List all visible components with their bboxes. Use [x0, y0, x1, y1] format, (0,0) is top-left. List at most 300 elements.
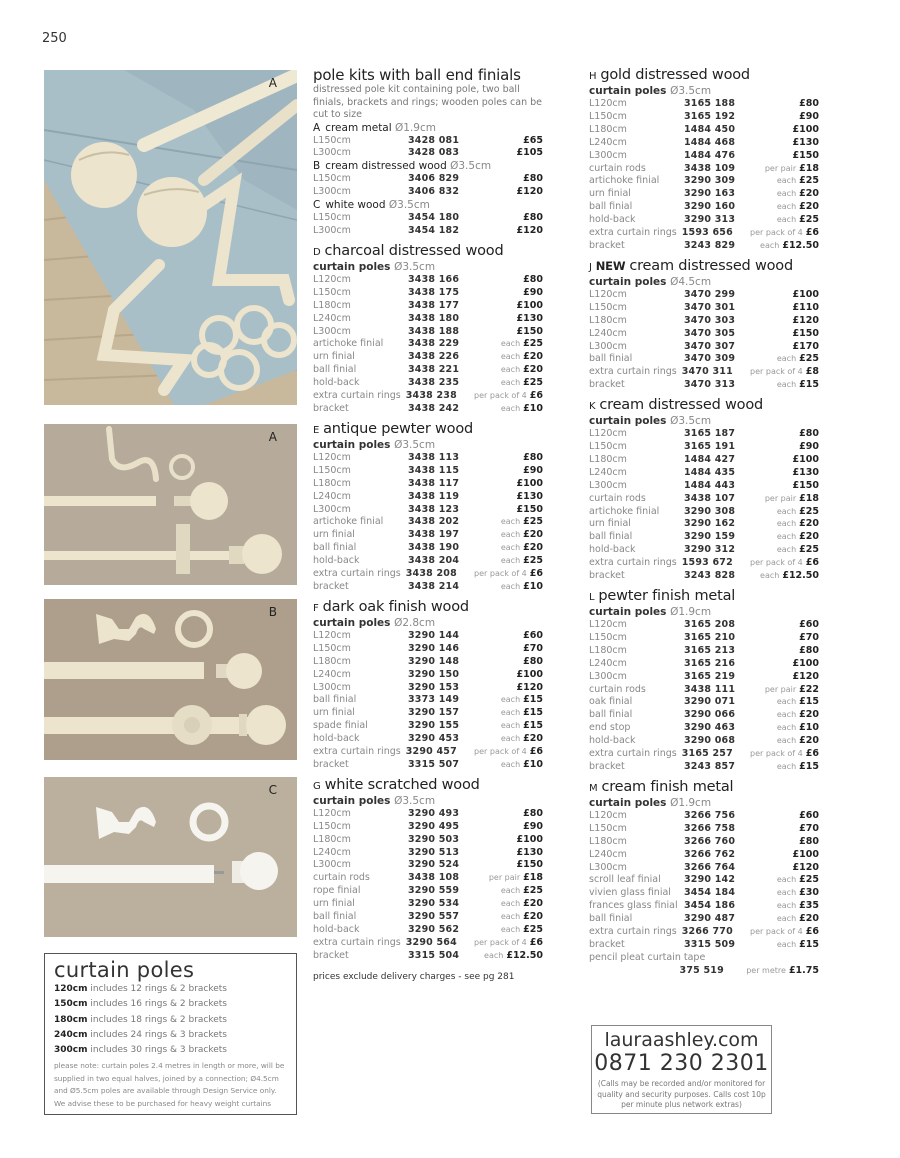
item-name: extra curtain rings [313, 746, 401, 758]
price-row [313, 834, 543, 847]
item-price-cell [754, 493, 819, 506]
item-price: £20 [799, 913, 819, 925]
item-name: L120cm [589, 428, 627, 440]
section-title [313, 599, 543, 617]
pole-length: 240cm [54, 1029, 88, 1040]
price-row [589, 544, 819, 557]
item-price: £100 [792, 453, 819, 465]
item-code: 3243 829 [684, 239, 736, 251]
item-code: 3315 504 [408, 949, 460, 961]
item-price: £120 [792, 861, 819, 873]
item-code: 3165 210 [684, 631, 736, 643]
item-code: 3290 159 [684, 531, 736, 543]
price-row [313, 504, 543, 517]
item-code: 3438 180 [408, 312, 460, 324]
item-price-cell [478, 872, 543, 885]
item-code: 3438 111 [684, 683, 736, 695]
item-code: 3290 144 [408, 629, 460, 641]
item-price: £6 [529, 568, 543, 580]
price-unit: each [776, 532, 797, 542]
item-name: pencil pleat curtain tape [589, 951, 706, 963]
item-price: £150 [516, 503, 543, 515]
price-row [589, 900, 819, 913]
product-photo-cream-metal-kit [44, 70, 297, 405]
item-price: £80 [523, 807, 543, 819]
item-price-cell [754, 836, 819, 849]
item-price-cell [478, 147, 543, 160]
kit-variant-heading [313, 199, 543, 212]
item-name: extra curtain rings [313, 936, 401, 948]
item-price-cell [754, 188, 819, 201]
item-name: L300cm [313, 147, 351, 159]
price-unit: each [500, 721, 521, 731]
price-row [589, 761, 819, 774]
item-price: £18 [799, 492, 819, 504]
price-unit: per pack of 4 [474, 747, 527, 757]
item-code: 3438 204 [408, 555, 460, 567]
item-name: L300cm [313, 225, 351, 237]
item-price: £18 [799, 162, 819, 174]
item-price-cell [754, 379, 819, 392]
price-row [313, 186, 543, 199]
item-name: bracket [589, 570, 625, 582]
item-code: 375 519 [679, 964, 724, 976]
price-unit: each [500, 925, 521, 934]
price-unit: each [776, 939, 797, 949]
item-name: curtain rods [589, 492, 646, 504]
item-price: £12.50 [782, 239, 819, 251]
item-code: 3290 163 [684, 188, 736, 200]
product-section [589, 397, 819, 583]
item-price: £150 [792, 327, 819, 339]
section-name: antique pewter wood [323, 420, 474, 437]
item-price-cell [746, 965, 819, 978]
item-code: 3438 113 [408, 451, 460, 463]
price-row [313, 885, 543, 898]
price-row [313, 937, 543, 950]
item-name: L150cm [589, 631, 627, 643]
item-price-cell [478, 733, 543, 746]
price-row [589, 111, 819, 124]
item-price: £15 [523, 707, 543, 719]
item-price: £18 [523, 872, 543, 884]
item-name: bracket [313, 403, 349, 414]
item-price: £6 [805, 748, 819, 760]
product-section [589, 258, 819, 392]
item-price: £100 [792, 848, 819, 860]
item-name: hold-back [589, 544, 636, 556]
section-name: charcoal distressed wood [324, 242, 504, 259]
section-name: pewter finish metal [598, 588, 736, 604]
item-code: 3438 109 [684, 162, 736, 174]
item-price-cell [754, 658, 819, 671]
item-code: 3470 311 [681, 366, 733, 378]
item-price-cell [754, 111, 819, 124]
item-price: £120 [792, 670, 819, 682]
price-row [589, 887, 819, 900]
item-price-cell [754, 454, 819, 467]
item-code: 3438 117 [408, 477, 460, 489]
kit-letter: B [313, 160, 321, 173]
item-code: 3438 202 [408, 516, 460, 528]
price-unit: each [500, 556, 521, 566]
item-price-cell [478, 669, 543, 682]
item-code: 1484 450 [684, 123, 736, 135]
price-row [589, 302, 819, 315]
price-unit: each [776, 710, 797, 720]
item-price: £100 [516, 833, 543, 845]
price-row [313, 847, 543, 860]
item-name: bracket [313, 949, 349, 961]
item-price-cell [478, 135, 543, 148]
price-unit: each [500, 912, 521, 922]
item-code: 3438 123 [408, 503, 460, 515]
price-unit: each [500, 404, 521, 413]
item-price-cell [478, 911, 543, 924]
item-code: 3290 148 [408, 655, 460, 667]
item-code: 1484 427 [684, 453, 736, 465]
price-row [589, 684, 819, 697]
section-letter: M [589, 782, 598, 794]
item-name: L180cm [589, 314, 627, 326]
item-name: extra curtain rings [589, 748, 677, 760]
item-price-cell [754, 289, 819, 302]
item-name: L300cm [589, 149, 627, 161]
price-row [589, 150, 819, 163]
item-name: L120cm [589, 809, 627, 821]
product-photo-cream-distressed-wood [44, 599, 297, 760]
item-name: L150cm [313, 212, 351, 224]
price-row [589, 214, 819, 227]
price-row [313, 542, 543, 555]
price-row [589, 506, 819, 519]
price-unit: each [776, 519, 797, 529]
diameter: Ø1.9cm [395, 121, 436, 134]
item-name: L180cm [313, 655, 351, 667]
price-row [313, 808, 543, 821]
price-row [589, 658, 819, 671]
item-code: 3470 303 [684, 314, 736, 326]
item-code: 3470 299 [684, 288, 736, 300]
item-name: L240cm [589, 466, 627, 478]
item-code: 3428 081 [408, 134, 460, 146]
item-price: £6 [805, 926, 819, 938]
item-price-cell [754, 862, 819, 875]
item-name: L180cm [313, 833, 351, 845]
price-unit: per metre [746, 965, 786, 975]
item-name: L240cm [589, 327, 627, 339]
item-price: £6 [529, 390, 543, 402]
photo-letter: A [268, 430, 277, 444]
item-price-cell [478, 885, 543, 898]
item-code: 3454 182 [408, 225, 460, 237]
item-price-cell [478, 630, 543, 643]
item-price: £20 [523, 529, 543, 541]
item-name: L300cm [313, 186, 351, 198]
item-price: £80 [523, 451, 543, 463]
item-price: £90 [523, 820, 543, 832]
item-name: L240cm [589, 136, 627, 148]
item-price-cell [478, 529, 543, 542]
item-price: £80 [799, 98, 819, 109]
item-price-cell [474, 746, 543, 759]
item-price: £6 [529, 936, 543, 948]
item-code: 3165 208 [684, 619, 736, 630]
includes-line [54, 1013, 287, 1028]
section-letter: K [589, 401, 596, 413]
item-price: £20 [799, 709, 819, 721]
item-price: £35 [799, 900, 819, 912]
price-row [589, 188, 819, 201]
subtitle-text: curtain poles [313, 438, 391, 451]
item-code: 3165 191 [684, 441, 736, 453]
includes-text: includes 30 rings & 3 brackets [90, 1045, 228, 1056]
price-row [589, 454, 819, 467]
price-unit: each [500, 339, 521, 349]
price-unit: per pair [764, 493, 797, 503]
item-price: £80 [523, 173, 543, 185]
item-price-cell [754, 175, 819, 188]
price-unit: per pack of 4 [750, 927, 803, 937]
price-row [313, 313, 543, 326]
photo-illustration [44, 777, 297, 937]
price-row [313, 643, 543, 656]
item-price-cell [754, 722, 819, 735]
item-price: £10 [799, 722, 819, 734]
item-price-cell [754, 632, 819, 645]
price-unit: per pair [488, 873, 521, 883]
item-code: 3165 257 [681, 748, 733, 760]
item-price: £6 [805, 227, 819, 239]
item-name: urn finial [589, 188, 631, 200]
kit-variant-heading [313, 122, 543, 135]
item-price-cell [750, 227, 819, 240]
item-price: £120 [516, 681, 543, 693]
section-subtitle [589, 276, 819, 289]
price-row [589, 315, 819, 328]
price-row [313, 720, 543, 733]
price-row [313, 911, 543, 924]
diameter: Ø2.8cm [394, 616, 436, 629]
item-price-cell [478, 759, 543, 772]
item-price-cell [478, 186, 543, 199]
item-price: £12.50 [782, 570, 819, 582]
price-row [589, 926, 819, 939]
item-price: £100 [516, 668, 543, 680]
item-code: 3438 238 [405, 390, 457, 402]
item-price: £130 [516, 490, 543, 502]
price-unit: each [776, 215, 797, 225]
item-price: £120 [516, 225, 543, 237]
item-price-cell [754, 341, 819, 354]
price-unit: each [484, 950, 504, 960]
product-section [589, 67, 819, 253]
item-price-cell [478, 821, 543, 834]
item-code: 3165 219 [684, 670, 736, 682]
item-price-cell [754, 709, 819, 722]
item-price-cell [478, 351, 543, 364]
section-name: white scratched wood [324, 776, 480, 793]
price-row [589, 328, 819, 341]
item-code: 3290 308 [684, 505, 736, 517]
price-row [313, 516, 543, 529]
item-price-cell [478, 643, 543, 656]
item-price-cell [754, 428, 819, 441]
item-name: L120cm [313, 451, 351, 463]
section-subtitle [589, 606, 819, 619]
price-row [589, 862, 819, 875]
item-name: hold-back [313, 924, 360, 935]
subtitle-text: curtain poles [589, 796, 667, 809]
item-name: L120cm [589, 288, 627, 300]
item-name: urn finial [313, 351, 355, 363]
section-letter: G [313, 780, 321, 792]
item-price-cell [478, 300, 543, 313]
item-name: L150cm [313, 286, 351, 298]
item-price-cell [754, 531, 819, 544]
price-row [589, 441, 819, 454]
item-code: 3266 764 [684, 861, 736, 873]
diameter: Ø1.9cm [670, 796, 712, 809]
item-code: 3373 149 [408, 694, 460, 706]
includes-line [54, 1028, 287, 1043]
item-code: 3290 524 [408, 859, 460, 871]
item-price: £130 [516, 846, 543, 858]
price-row [589, 671, 819, 684]
item-name: L300cm [313, 503, 351, 515]
pole-length: 300cm [54, 1045, 88, 1056]
item-name: bracket [589, 938, 625, 950]
item-price-cell [478, 212, 543, 225]
item-price: £8 [805, 366, 819, 378]
item-code: 3290 153 [408, 681, 460, 693]
item-code: 3290 453 [408, 733, 460, 745]
price-unit: per pack of 4 [474, 391, 527, 401]
section-title [589, 67, 819, 85]
price-unit: each [500, 517, 521, 527]
item-price: £20 [523, 351, 543, 363]
price-unit: each [776, 723, 797, 733]
phone-number: 0871 230 2301 [594, 1051, 769, 1076]
item-price-cell [478, 847, 543, 860]
item-name: L240cm [313, 312, 351, 324]
item-code: 3290 071 [684, 696, 736, 708]
item-price: £30 [799, 887, 819, 899]
item-price: £90 [799, 441, 819, 453]
price-unit: each [776, 875, 797, 885]
price-row [313, 898, 543, 911]
item-price: £100 [792, 123, 819, 135]
kit-letter: C [313, 199, 321, 212]
price-row [313, 390, 543, 403]
item-code: 3290 312 [684, 544, 736, 556]
item-price: £25 [799, 353, 819, 365]
item-name: L150cm [589, 301, 627, 313]
item-code: 3470 313 [684, 379, 736, 391]
item-name: hold-back [589, 735, 636, 747]
item-name: artichoke finial [313, 516, 384, 528]
item-price: £100 [516, 477, 543, 489]
item-name: rope finial [313, 885, 361, 897]
item-price-cell [478, 452, 543, 465]
item-code: 3266 762 [684, 848, 736, 860]
price-row [313, 682, 543, 695]
item-price-cell [478, 465, 543, 478]
price-row [313, 555, 543, 568]
item-code: 3290 309 [684, 175, 736, 187]
price-row [589, 366, 819, 379]
item-price-cell [754, 913, 819, 926]
item-name: L180cm [313, 299, 351, 311]
diameter: Ø4.5cm [670, 275, 712, 288]
item-price: £150 [516, 325, 543, 337]
price-row [313, 326, 543, 339]
price-row [313, 568, 543, 581]
price-unit: each [500, 378, 521, 388]
price-row [589, 557, 819, 570]
price-unit: each [776, 176, 797, 186]
section-subtitle [589, 415, 819, 428]
item-price-cell [478, 377, 543, 390]
includes-text: includes 12 rings & 2 brackets [90, 984, 228, 994]
item-name: hold-back [313, 555, 360, 567]
item-code: 3470 305 [684, 327, 736, 339]
item-code: 1484 476 [684, 149, 736, 161]
subtitle-text: curtain poles [589, 275, 667, 288]
price-row [313, 872, 543, 885]
price-row [313, 859, 543, 872]
item-price-cell [478, 542, 543, 555]
item-price-cell [754, 124, 819, 137]
item-price: £20 [523, 733, 543, 745]
item-name: artichoke finial [589, 505, 660, 517]
price-row [589, 965, 819, 978]
item-price: £120 [516, 186, 543, 198]
price-unit: per pack of 4 [750, 228, 803, 238]
item-price-cell [474, 568, 543, 581]
item-price-cell [754, 150, 819, 163]
kit-variant-name: white wood [325, 199, 386, 212]
item-code: 3315 509 [684, 938, 736, 950]
price-row [313, 465, 543, 478]
item-price: £6 [805, 557, 819, 569]
price-row [313, 147, 543, 160]
website-link[interactable]: lauraashley.com [604, 1029, 759, 1051]
product-photo-cream-metal-parts [44, 424, 297, 585]
item-name: scroll leaf finial [589, 874, 661, 886]
price-row [589, 163, 819, 176]
item-price: £12.50 [506, 949, 543, 961]
item-code: 3406 832 [408, 186, 460, 198]
price-unit: per pair [764, 684, 797, 694]
section-title [589, 779, 819, 797]
price-unit: each [500, 543, 521, 553]
item-price: £170 [792, 340, 819, 352]
item-code: 3290 559 [408, 885, 460, 897]
section-subtitle [589, 85, 819, 98]
item-price-cell [754, 939, 819, 952]
product-section [313, 777, 543, 963]
item-code: 1484 435 [684, 466, 736, 478]
price-unit: each [500, 365, 521, 375]
item-price-cell [478, 504, 543, 517]
item-price: £150 [792, 479, 819, 491]
item-code: 3290 495 [408, 820, 460, 832]
item-price-cell [754, 240, 819, 253]
item-code: 3243 828 [684, 570, 736, 582]
price-row [313, 669, 543, 682]
price-row [589, 570, 819, 583]
